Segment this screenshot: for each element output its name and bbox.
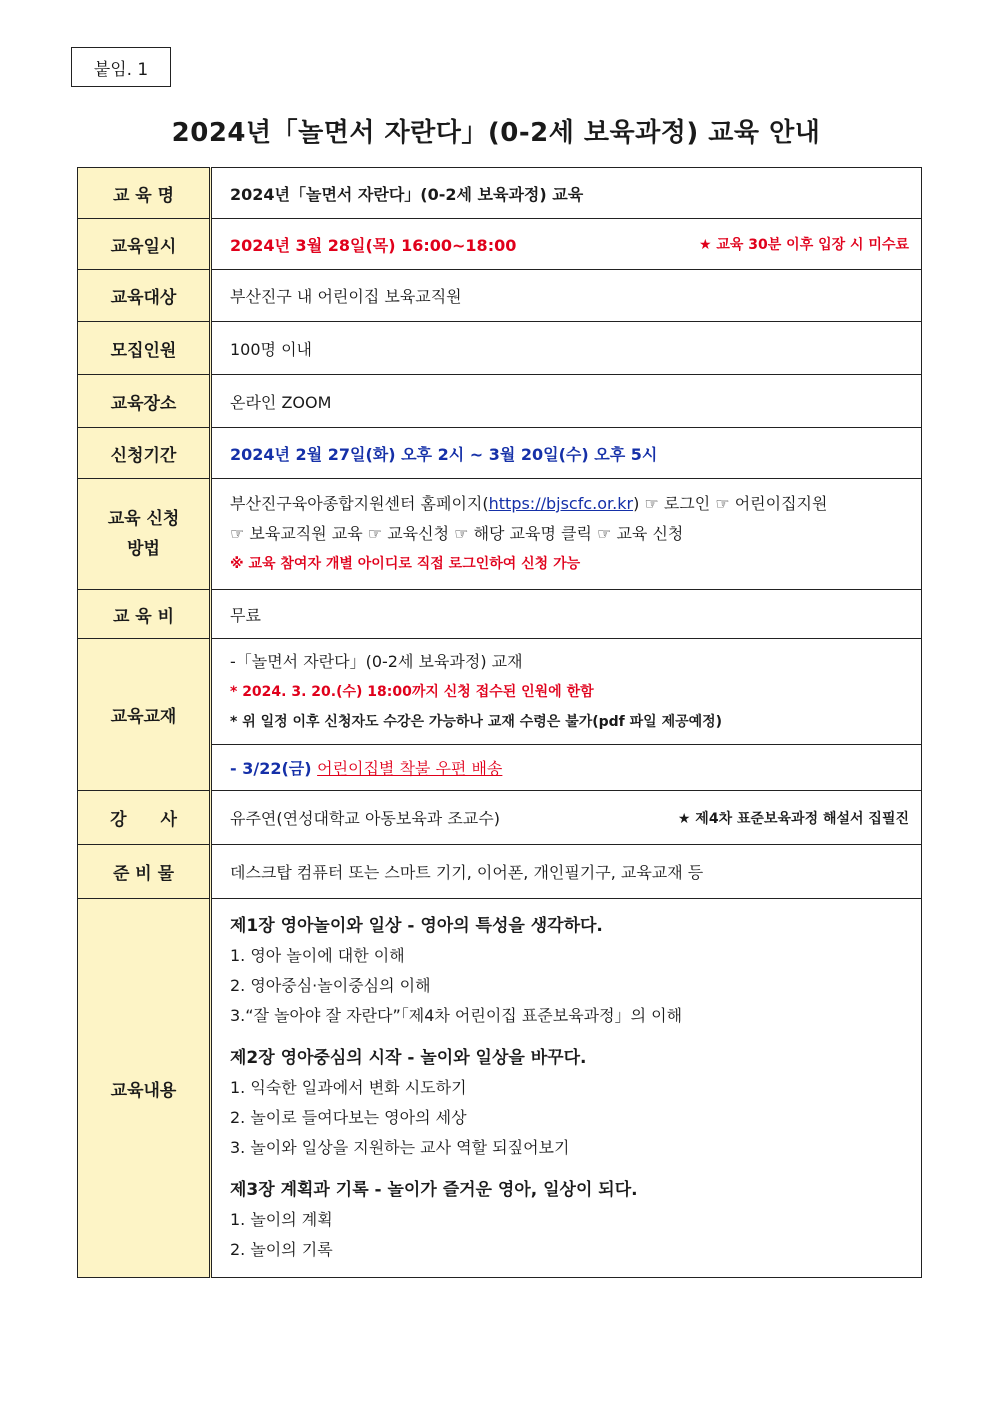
page-title: 2024년「놀면서 자란다」(0-2세 보육과정) 교육 안내: [171, 118, 821, 148]
row-target: [78, 270, 922, 322]
label-instructor: 강 사: [78, 791, 211, 845]
shipping-link: 어린이집별 착불 우편 배송: [317, 759, 503, 778]
row-name: [78, 168, 922, 219]
chapter-3-item: 2. 놀이의 기록: [230, 1240, 333, 1259]
row-content: [78, 899, 922, 1278]
value-target: 부산진구 내 어린이집 보육교직원: [211, 270, 922, 322]
note-date: ★ 교육 30분 이후 입장 시 미수료: [698, 237, 909, 253]
value-name: 2024년「놀면서 자란다」(0-2세 보육과정) 교육: [211, 168, 922, 219]
method-line-3: ※ 교육 참여자 개별 아이디로 직접 로그인하여 신청 가능: [230, 556, 581, 572]
method-line-1: [230, 489, 909, 519]
value-instructor: 유주연(연성대학교 아동보육과 조교수): [230, 809, 500, 828]
value-period: 2024년 2월 27일(화) 오후 2시 ~ 3월 20일(수) 오후 5시: [211, 428, 922, 479]
chapter-3-item: 1. 놀이의 계획: [230, 1210, 333, 1229]
row-instructor: [78, 791, 922, 845]
value-instructor-cell: [211, 791, 922, 845]
value-shipping-cell: [211, 745, 922, 791]
chapter-1-item: 1. 영아 놀이에 대한 이해: [230, 946, 405, 965]
chapter-2-item: 3. 놀이와 일상을 지원하는 교사 역할 되짚어보기: [230, 1138, 570, 1157]
value-date-cell: [211, 219, 922, 270]
chapter-1: [230, 911, 909, 1031]
label-method-2: 방법: [127, 539, 160, 559]
row-date: [78, 219, 922, 270]
label-method-cell: [78, 479, 211, 590]
chapter-2: [230, 1043, 909, 1163]
label-content: 교육내용: [78, 899, 211, 1278]
label-period: 신청기간: [78, 428, 211, 479]
note-instructor: ★ 제4차 표준보육과정 해설서 집필진: [677, 810, 909, 827]
shipping-prefix: - 3/22(금): [230, 759, 318, 778]
info-table: [77, 167, 922, 1278]
method-line-1-suffix: ) ☞ 로그인 ☞ 어린이집지원: [633, 494, 828, 513]
row-material: [78, 639, 922, 745]
chapter-1-item: 3.“잘 놀아야 잘 자란다”「제4차 어린이집 표준보육과정」의 이해: [230, 1006, 683, 1025]
chapter-3: [230, 1175, 909, 1265]
value-prep: 데스크탑 컴퓨터 또는 스마트 기기, 이어폰, 개인필기구, 교육교재 등: [211, 845, 922, 899]
label-prep: 준 비 물: [78, 845, 211, 899]
chapter-1-heading: 제1장 영아놀이와 일상 - 영아의 특성을 생각하다.: [230, 916, 603, 936]
chapter-3-heading: 제3장 계획과 기록 - 놀이가 즐거운 영아, 일상이 되다.: [230, 1180, 638, 1200]
material-line-3: * 위 일정 이후 신청자도 수강은 가능하나 교재 수령은 불가(pdf 파일 제공예정): [230, 713, 723, 730]
row-fee: [78, 590, 922, 639]
row-capacity: [78, 322, 922, 375]
row-method: [78, 479, 922, 590]
label-fee: 교 육 비: [78, 590, 211, 639]
value-capacity: 100명 이내: [211, 322, 922, 375]
material-line-1: -「놀면서 자란다」(0-2세 보육과정) 교재: [230, 651, 523, 671]
row-place: [78, 375, 922, 428]
chapter-2-item: 1. 익숙한 일과에서 변화 시도하기: [230, 1078, 467, 1097]
row-period: [78, 428, 922, 479]
value-method-cell: [211, 479, 922, 590]
homepage-link[interactable]: https://bjscfc.or.kr: [488, 494, 634, 513]
label-date: 교육일시: [78, 219, 211, 270]
value-place: 온라인 ZOOM: [211, 375, 922, 428]
chapter-2-item: 2. 놀이로 들여다보는 영아의 세상: [230, 1108, 467, 1127]
method-line-2: ☞ 보육교직원 교육 ☞ 교육신청 ☞ 해당 교육명 클릭 ☞ 교육 신청: [230, 524, 684, 543]
value-material-cell: [211, 639, 922, 745]
label-name: 교 육 명: [78, 168, 211, 219]
chapter-2-heading: 제2장 영아중심의 시작 - 놀이와 일상을 바꾸다.: [230, 1048, 587, 1068]
chapter-1-item: 2. 영아중심·놀이중심의 이해: [230, 976, 431, 995]
value-content-cell: [211, 899, 922, 1278]
material-line-2: * 2024. 3. 20.(수) 18:00까지 신청 접수된 인원에 한함: [230, 683, 594, 700]
label-material: 교육교재: [78, 639, 211, 791]
label-target: 교육대상: [78, 270, 211, 322]
label-capacity: 모집인원: [78, 322, 211, 375]
label-place: 교육장소: [78, 375, 211, 428]
row-prep: [78, 845, 922, 899]
method-line-1-prefix: 부산진구육아종합지원센터 홈페이지(: [230, 494, 489, 513]
attachment-label: 붙임. 1: [71, 47, 171, 87]
value-fee: 무료: [211, 590, 922, 639]
value-date: 2024년 3월 28일(목) 16:00~18:00: [230, 235, 517, 255]
label-method-1: 교육 신청: [107, 509, 180, 529]
